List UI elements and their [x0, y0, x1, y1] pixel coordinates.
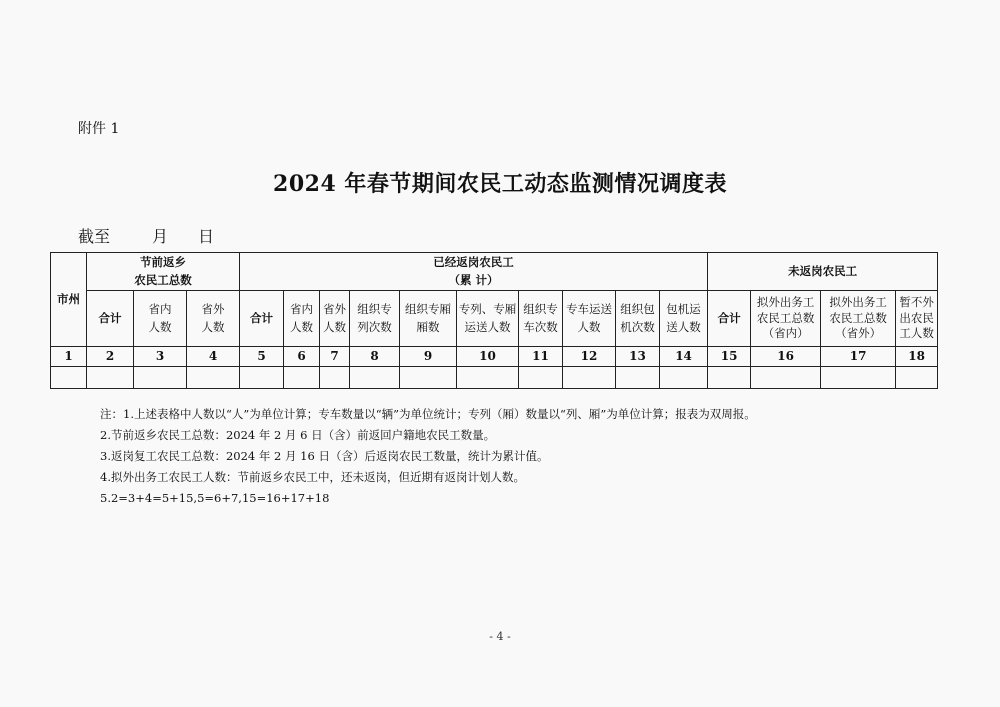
note-line: 4.拟外出务工农民工人数：节前返乡农民工中，还未返岗，但近期有返岗计划人数。 [100, 470, 525, 484]
column-number: 3 [134, 347, 187, 367]
empty-cell [616, 367, 660, 389]
subheader-special-trains: 组织专 列次数 [350, 291, 400, 347]
empty-cell [320, 367, 350, 389]
column-number: 16 [751, 347, 821, 367]
column-number: 6 [284, 347, 320, 367]
column-number: 9 [400, 347, 457, 367]
column-number: 8 [350, 347, 400, 367]
empty-cell [51, 367, 87, 389]
pre-holiday-returned-group-header: 节前返乡 农民工总数 [87, 253, 240, 291]
column-number: 10 [457, 347, 519, 367]
column-number: 14 [660, 347, 708, 367]
subheader-train-passengers: 专列、专厢 运送人数 [457, 291, 519, 347]
note-line: 5.2=3+4=5+15,5=6+7,15=16+17+18 [100, 491, 330, 505]
empty-cell [87, 367, 134, 389]
returned-to-work-group-header: 已经返岗农民工 （累 计） [240, 253, 708, 291]
empty-cell [519, 367, 563, 389]
subheader-returned-in-province: 省内 人数 [284, 291, 320, 347]
as-of-day: 日 [198, 227, 215, 246]
subheader-pre-in-province: 省内 人数 [134, 291, 187, 347]
column-number: 12 [563, 347, 616, 367]
column-number: 2 [87, 347, 134, 367]
column-number: 7 [320, 347, 350, 367]
subheader-planned-out-province: 拟外出务工 农民工总数 （省外） [821, 291, 896, 347]
subheader-not-returned-total: 合计 [708, 291, 751, 347]
note-line: 3.返岗复工农民工总数：2024 年 2 月 16 日（含）后返岗农民工数量，统计为累计值。 [100, 449, 549, 463]
column-number: 11 [519, 347, 563, 367]
as-of-date-line [78, 224, 214, 247]
column-number: 18 [896, 347, 938, 367]
note-line: 2.节前返乡农民工总数：2024 年 2 月 6 日（含）前返回户籍地农民工数量。 [100, 428, 496, 442]
empty-cell [821, 367, 896, 389]
subheader-pre-out-province: 省外 人数 [187, 291, 240, 347]
page-number: - 4 - [489, 630, 511, 643]
empty-cell [400, 367, 457, 389]
empty-cell [660, 367, 708, 389]
notes-section [100, 404, 960, 509]
empty-cell [457, 367, 519, 389]
subheader-charter-flights: 组织包 机次数 [616, 291, 660, 347]
subheader-planned-in-province: 拟外出务工 农民工总数 （省内） [751, 291, 821, 347]
subheader-returned-total: 合计 [240, 291, 284, 347]
subheader-special-carriages: 组织专厢 厢数 [400, 291, 457, 347]
empty-cell [187, 367, 240, 389]
subheader-returned-out-province: 省外 人数 [320, 291, 350, 347]
column-number: 1 [51, 347, 87, 367]
not-returned-group-header: 未返岗农民工 [708, 253, 938, 291]
as-of-month: 月 [152, 227, 169, 246]
subheader-bus-passengers: 专车运送 人数 [563, 291, 616, 347]
subheader-pre-total: 合计 [87, 291, 134, 347]
subheader-special-buses: 组织专 车次数 [519, 291, 563, 347]
column-number: 4 [187, 347, 240, 367]
column-number: 5 [240, 347, 284, 367]
empty-data-row [51, 367, 938, 389]
empty-cell [708, 367, 751, 389]
subheader-staying-home: 暂不外 出农民 工人数 [896, 291, 938, 347]
document-title: 2024 年春节期间农民工动态监测情况调度表 [273, 171, 727, 197]
column-number-row [51, 347, 938, 367]
column-number: 15 [708, 347, 751, 367]
attachment-label: 附件 1 [78, 121, 120, 137]
city-header: 市州 [51, 253, 87, 347]
empty-cell [134, 367, 187, 389]
as-of-prefix: 截至 [78, 227, 111, 246]
empty-cell [350, 367, 400, 389]
note-line: 注：1.上述表格中人数以“人”为单位计算；专车数量以“辆”为单位统计；专列（厢）数量以“列、厢”为单位计算；报表为双周报。 [100, 407, 756, 421]
empty-cell [284, 367, 320, 389]
empty-cell [240, 367, 284, 389]
empty-cell [896, 367, 938, 389]
empty-cell [563, 367, 616, 389]
subheader-flight-passengers: 包机运 送人数 [660, 291, 708, 347]
column-number: 17 [821, 347, 896, 367]
column-number: 13 [616, 347, 660, 367]
empty-cell [751, 367, 821, 389]
monitoring-table [50, 252, 938, 389]
